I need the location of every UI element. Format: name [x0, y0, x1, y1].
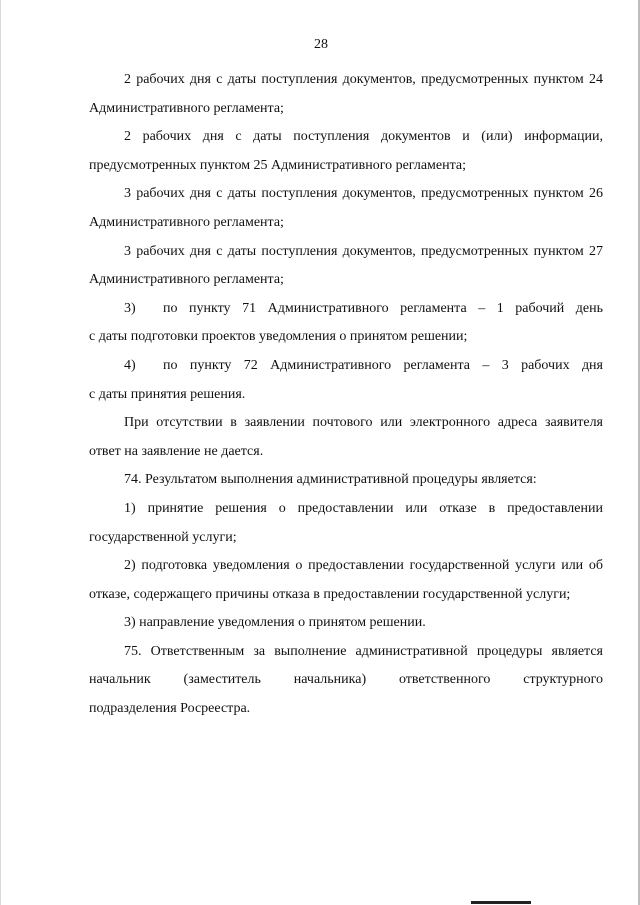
- paragraph-term-24: 2 рабочих дня с даты поступления документов, предусмотренных пунктом 24 Административного регламента;: [89, 72, 603, 116]
- paragraph-no-address: При отсутствии в заявлении почтового или электронного адреса заявителя ответ на заявление не дается.: [89, 415, 603, 459]
- page-number: 28: [314, 37, 328, 52]
- paragraph-74-heading: 74. Результатом выполнения административной процедуры является:: [124, 472, 537, 488]
- paragraph-term-25: 2 рабочих дня с даты поступления документов и (или) информации, предусмотренных пунктом 25 Административного регламента;: [89, 129, 603, 173]
- scan-edge-mark: [471, 901, 531, 904]
- list-item-3: [89, 295, 603, 324]
- paragraph-75-line-1: 75. Ответственным за выполнение административной процедуры является: [124, 643, 603, 659]
- document-body: [89, 66, 603, 724]
- paragraph-74-item-3: 3) направление уведомления о принятом решении.: [124, 615, 426, 631]
- list-item-4: [89, 352, 603, 381]
- list-item-4-number: 4): [124, 357, 136, 373]
- list-item-4-continuation: с даты принятия решения.: [89, 386, 246, 402]
- paragraph-term-27: 3 рабочих дня с даты поступления документов, предусмотренных пунктом 27 Административного регламента;: [89, 243, 603, 288]
- list-item-3-number: 3): [124, 300, 136, 316]
- paragraph-term-26: 3 рабочих дня с даты поступления документов, предусмотренных пунктом 26 Административного регламента;: [89, 186, 603, 230]
- list-item-3-continuation: с даты подготовки проектов уведомления о принятом решении;: [89, 329, 468, 345]
- paragraph-75-line-3: подразделения Росреестра.: [89, 701, 251, 717]
- paragraph-74-item-2: 2) подготовка уведомления о предоставлении государственной услуги или об отказе, содержащего причины отказа в предоставлении государственной услуги;: [89, 558, 603, 602]
- paragraph-75-line-2: начальник (заместитель начальника) ответственного структурного: [89, 672, 603, 688]
- paragraph-74-item-1: 1) принятие решения о предоставлении или отказе в предоставлении государственной услуги;: [89, 500, 603, 545]
- list-item-3-text: по пункту 71 Административного регламента – 1 рабочий день: [163, 300, 603, 316]
- list-item-4-text: по пункту 72 Административного регламента – 3 рабочих дня: [163, 357, 603, 373]
